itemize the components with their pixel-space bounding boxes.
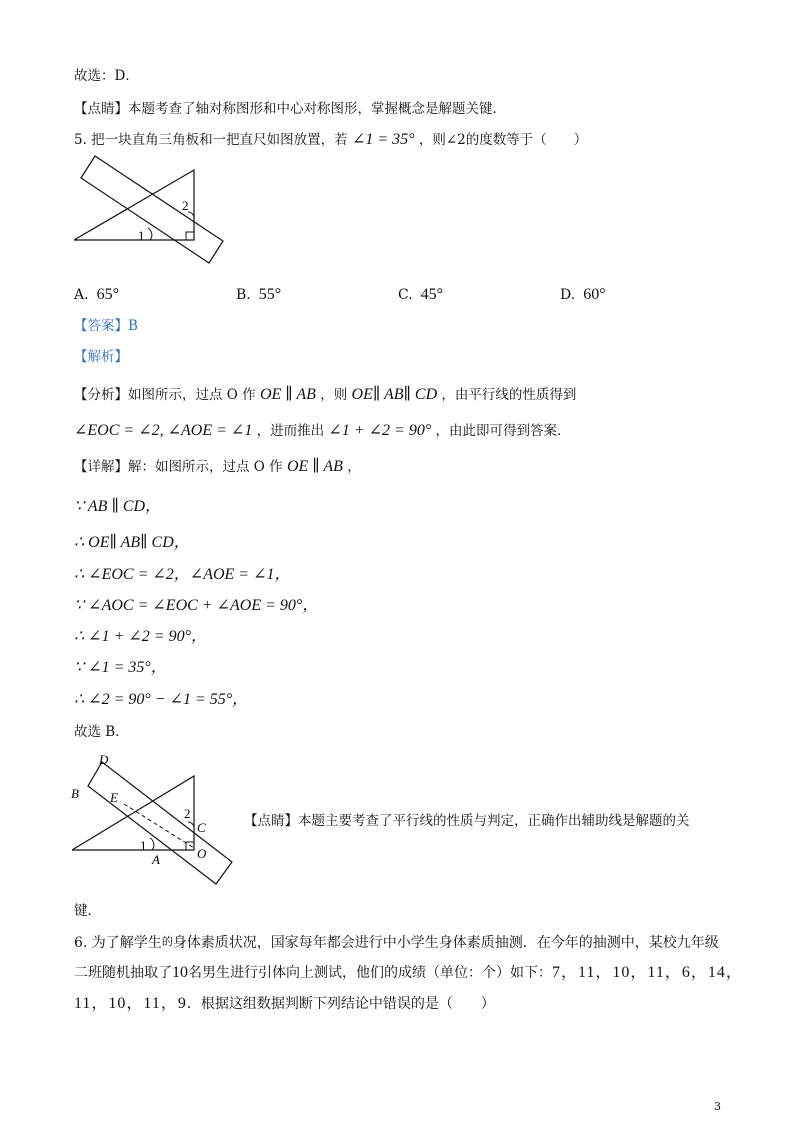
- analysis-line-1: [74, 385, 576, 405]
- analysis-suffix: ，由平行线的性质得到: [441, 387, 577, 403]
- step-1: ∵ AB ∥ CD，: [74, 498, 162, 515]
- q6-l2-b: 名男生进行引体向上测试，他们的成绩（单位：个）如下：: [188, 965, 552, 981]
- step-7: ∴ ∠2 = 90° − ∠1 = 55°，: [74, 691, 249, 708]
- q6-l3-vals: 11，10，11，9: [74, 995, 187, 1012]
- choice-b-letter: B.: [236, 287, 251, 303]
- detail-math: OE ∥ AB: [286, 458, 343, 475]
- q5-angle-math: ∠1 = 35°: [351, 131, 415, 148]
- triangle-outline: [74, 170, 194, 240]
- jiexi-line: 【解析】: [74, 349, 128, 365]
- q6-l1-de: 的: [161, 935, 173, 948]
- angle2-arc-fig2: [188, 822, 194, 828]
- step-4: ∵ ∠AOC = ∠EOC + ∠AOE = 90°，: [74, 597, 319, 614]
- question-5-stem: [74, 130, 587, 150]
- analysis2-math2: ∠1 + ∠2 = 90°: [328, 422, 432, 439]
- label-c: C: [197, 820, 206, 835]
- angle-1-arc: [148, 228, 152, 240]
- choice-b-value: 55°: [258, 286, 282, 303]
- choice-d: [560, 286, 606, 304]
- choice-d-letter: D.: [560, 287, 576, 303]
- label-2: 2: [184, 806, 191, 821]
- label-d: D: [99, 752, 109, 767]
- angle1-arc-fig2: [150, 838, 154, 850]
- question-6-line-3: [74, 994, 495, 1014]
- step-5: ∴ ∠1 + ∠2 = 90°，: [74, 628, 207, 645]
- analysis2-suffix: ，由此即可得到答案．: [435, 423, 571, 439]
- analysis2-math: ∠EOC = ∠2, ∠AOE = ∠1: [74, 422, 253, 439]
- choice-a-letter: A.: [74, 287, 89, 303]
- dianjing-note-2: 【点睛】本题主要考查了平行线的性质与判定，正确作出辅助线是解题的关: [244, 813, 690, 829]
- figure-triangle-ruler: [68, 152, 238, 264]
- detail-prefix: 【详解】解：如图所示，过点 O 作: [74, 459, 283, 475]
- q5-prefix: 5. 把一块直角三角板和一把直尺如图放置，若: [74, 132, 348, 148]
- analysis-math-2: OE∥ AB∥ CD: [351, 386, 438, 403]
- analysis-line-2: [74, 421, 571, 441]
- answer-line: 【答案】B: [74, 318, 138, 334]
- dianjing-note-2-end: 键．: [74, 903, 101, 919]
- label-b: B: [71, 786, 79, 801]
- choice-d-value: 60°: [583, 286, 606, 303]
- ruler2-outline: [88, 762, 232, 884]
- question-6-line-2: [74, 963, 743, 983]
- choice-a: [74, 286, 119, 304]
- detail-line: [74, 457, 361, 477]
- fig1-angle-2: 2: [182, 198, 189, 213]
- choice-b: [236, 286, 281, 304]
- step-8: 故选 B．: [74, 724, 129, 740]
- label-e: E: [110, 790, 118, 805]
- label-a: A: [152, 852, 160, 867]
- analysis-mid: ，则: [320, 387, 348, 403]
- q5-suffix: ，则∠2的度数等于（ ）: [418, 132, 588, 148]
- step-3: ∴ ∠EOC = ∠2，∠AOE = ∠1，: [74, 566, 291, 583]
- label-1: 1: [140, 838, 147, 853]
- ruler-outline: [81, 156, 223, 263]
- q6-l3-b: ．根据这组数据判断下列结论中错误的是（ ）: [186, 996, 495, 1012]
- choice-a-value: 65°: [96, 286, 119, 303]
- q6-l2-vals: 7，11，10，11，6，14，: [552, 964, 743, 981]
- q6-l2-num: 10: [172, 964, 188, 981]
- analysis-prefix: 【分析】如图所示，过点 O 作: [74, 387, 256, 403]
- right-angle-mark: [186, 232, 194, 240]
- figure-labeled-solution: [66, 750, 244, 888]
- q6-l2-a: 二班随机抽取了: [74, 965, 172, 981]
- detail-suffix: ，: [347, 459, 361, 475]
- dianjing-note-1: 【点睛】本题考查了轴对称图形和中心对称图形，掌握概念是解题关键．: [74, 101, 506, 117]
- label-o: O: [197, 846, 207, 861]
- angle-2-arc: [188, 212, 194, 218]
- line-guxuan-d: 故选：D．: [74, 68, 139, 84]
- question-6-line-1: [74, 932, 719, 953]
- choice-c: [398, 286, 443, 304]
- q6-l1-a: 6. 为了解学生: [74, 935, 162, 951]
- choice-c-value: 45°: [420, 286, 444, 303]
- step-2: ∴ OE∥ AB∥ CD，: [74, 534, 190, 551]
- analysis2-mid: ，进而推出: [256, 423, 325, 439]
- analysis-math-1: OE ∥ AB: [259, 386, 316, 403]
- choice-c-letter: C.: [398, 287, 413, 303]
- step-6: ∵ ∠1 = 35°，: [74, 659, 167, 676]
- q6-l1-b: 身体素质状况，国家每年都会进行中小学生身体素质抽测．在今年的抽测中，某校九年级: [172, 935, 719, 951]
- page-number: 3: [714, 1100, 721, 1113]
- fig1-angle-1: 1: [138, 228, 145, 243]
